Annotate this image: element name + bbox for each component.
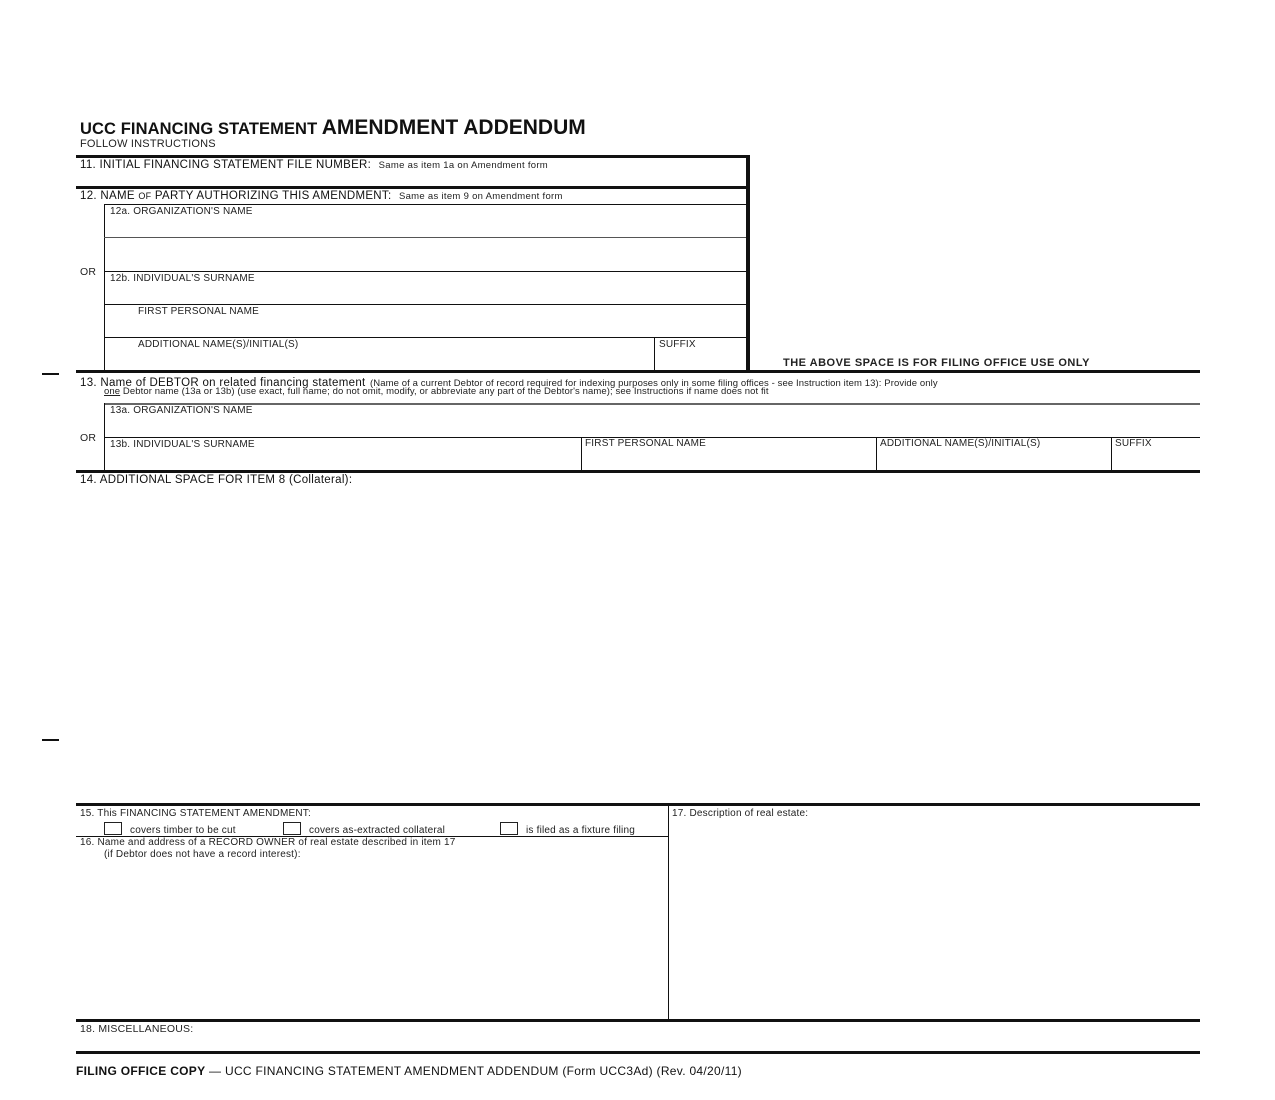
item15-label: 15. This FINANCING STATEMENT AMENDMENT: — [80, 808, 311, 819]
item16-label-line1: 16. Name and address of a RECORD OWNER of real estate described in item 17 — [80, 837, 456, 848]
item13-suffix-label: SUFFIX — [1115, 438, 1152, 449]
item13-suffix-input[interactable] — [1113, 451, 1199, 469]
item12-first-name-label: FIRST PERSONAL NAME — [138, 306, 260, 317]
divider — [76, 186, 750, 189]
item17-real-estate-description-textarea[interactable] — [671, 822, 1198, 1018]
item16-record-owner-textarea[interactable] — [78, 862, 666, 1018]
item13-first-name-input[interactable] — [583, 451, 873, 469]
divider — [104, 204, 105, 370]
as-extracted-collateral-checkbox-label: covers as-extracted collateral — [309, 825, 446, 836]
item13a-label: 13a. ORGANIZATION'S NAME — [110, 405, 253, 416]
item13b-label: 13b. INDIVIDUAL'S SURNAME — [110, 439, 255, 450]
form-footer: FILING OFFICE COPY — UCC FINANCING STATEMENT AMENDMENT ADDENDUM (Form UCC3Ad) (Rev. 04/20/11) — [76, 1064, 742, 1078]
divider — [1111, 437, 1112, 470]
divider — [76, 155, 750, 158]
divider — [876, 437, 877, 470]
divider — [104, 271, 746, 272]
divider — [76, 803, 1200, 806]
item12-label: 12. NAME OF PARTY AUTHORIZING THIS AMENDMENT: Same as item 9 on Amendment form — [80, 190, 563, 202]
item16-label-line2: (if Debtor does not have a record interest): — [104, 849, 301, 860]
divider — [76, 1051, 1200, 1054]
item11-file-number-input[interactable] — [78, 174, 744, 186]
item13-or-label: OR — [80, 432, 97, 444]
divider — [76, 470, 1200, 473]
item13a-organization-name-input[interactable] — [106, 417, 1198, 436]
item14-collateral-textarea[interactable] — [78, 490, 1198, 800]
item13-additional-names-input[interactable] — [878, 451, 1108, 469]
item13-additional-names-label: ADDITIONAL NAME(S)/INITIAL(S) — [880, 438, 1041, 449]
divider — [668, 806, 669, 1020]
as-extracted-collateral-checkbox[interactable] — [283, 822, 301, 835]
form-title-main: AMENDMENT ADDENDUM — [321, 116, 586, 139]
item12-additional-names-input[interactable] — [106, 351, 652, 369]
item13b-surname-input[interactable] — [106, 451, 578, 469]
divider — [654, 337, 655, 370]
divider — [581, 437, 582, 470]
divider — [104, 337, 746, 338]
divider — [104, 304, 746, 305]
fixture-filing-checkbox[interactable] — [500, 822, 518, 835]
item12a-label: 12a. ORGANIZATION'S NAME — [110, 206, 253, 217]
item12-or-label: OR — [80, 266, 97, 278]
item14-label: 14. ADDITIONAL SPACE FOR ITEM 8 (Collateral): — [80, 474, 353, 486]
follow-instructions: FOLLOW INSTRUCTIONS — [80, 138, 216, 150]
item12-suffix-label: SUFFIX — [659, 339, 696, 350]
item12b-surname-input[interactable] — [106, 285, 744, 303]
item11-label: 11. INITIAL FINANCING STATEMENT FILE NUMBER: Same as item 1a on Amendment form — [80, 159, 549, 171]
divider — [104, 237, 746, 238]
item17-label: 17. Description of real estate: — [672, 808, 809, 819]
divider — [76, 1019, 1200, 1022]
item12a-organization-name-input[interactable] — [106, 218, 744, 270]
margin-tick — [42, 739, 59, 741]
item13-note-line2: one Debtor name (13a or 13b) (use exact, full name; do not omit, modify, or abbreviate any part of the Debtor's name); see Instructions if name does not fit — [104, 386, 769, 397]
fixture-filing-checkbox-label: is filed as a fixture filing — [526, 825, 635, 836]
item18-label: 18. MISCELLANEOUS: — [80, 1023, 194, 1035]
margin-tick — [42, 373, 59, 375]
item12b-label: 12b. INDIVIDUAL'S SURNAME — [110, 273, 255, 284]
item13-label: 13. Name of DEBTOR on related financing statement (Name of a current Debtor of record required for indexing purposes only in some filing offices - see Instruction item 13): Provide only — [80, 377, 938, 389]
timber-checkbox[interactable] — [104, 822, 122, 835]
form-title — [80, 116, 586, 140]
form-title-prefix: UCC FINANCING STATEMENT — [80, 120, 318, 138]
item12-first-name-input[interactable] — [106, 318, 744, 336]
item12-additional-names-label: ADDITIONAL NAME(S)/INITIAL(S) — [138, 339, 299, 350]
item12-suffix-input[interactable] — [656, 351, 744, 369]
divider — [104, 403, 1200, 405]
timber-checkbox-label: covers timber to be cut — [130, 825, 236, 836]
item18-miscellaneous-input[interactable] — [78, 1036, 1198, 1050]
divider — [104, 204, 746, 205]
filing-office-use-note: THE ABOVE SPACE IS FOR FILING OFFICE USE ONLY — [783, 357, 1090, 369]
item13-first-name-label: FIRST PERSONAL NAME — [585, 438, 707, 449]
